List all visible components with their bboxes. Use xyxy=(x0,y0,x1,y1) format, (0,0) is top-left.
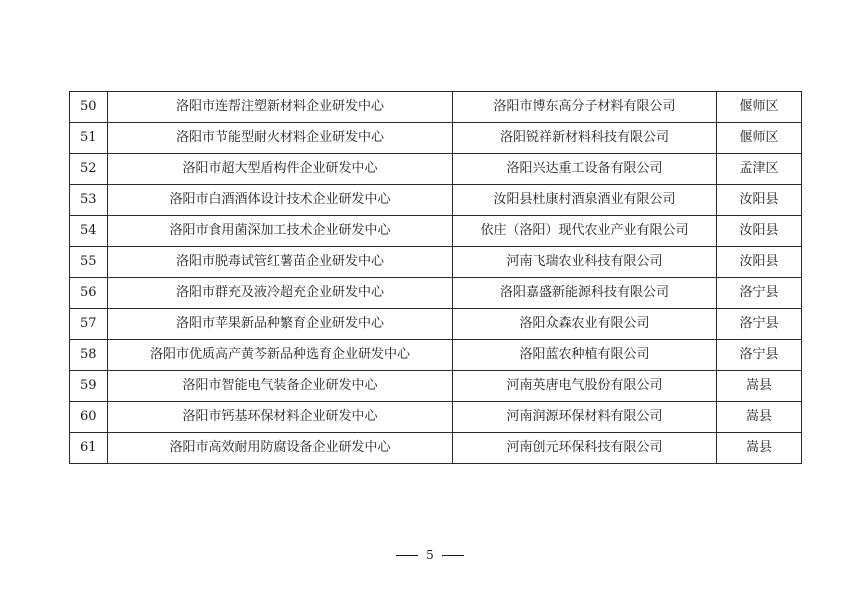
district-name: 嵩县 xyxy=(717,402,802,433)
district-name: 偃师区 xyxy=(717,123,802,154)
company-name: 洛阳市博东高分子材料有限公司 xyxy=(453,92,717,123)
table-row xyxy=(70,309,802,340)
company-name: 河南飞瑞农业科技有限公司 xyxy=(453,247,717,278)
rd-center-name: 洛阳市群充及液冷超充企业研发中心 xyxy=(108,278,453,309)
table-row xyxy=(70,340,802,371)
company-name: 河南润源环保材料有限公司 xyxy=(453,402,717,433)
company-name: 洛阳众森农业有限公司 xyxy=(453,309,717,340)
district-name: 偃师区 xyxy=(717,92,802,123)
table-row xyxy=(70,278,802,309)
company-name: 河南创元环保科技有限公司 xyxy=(453,433,717,464)
row-number: 59 xyxy=(70,371,108,402)
rd-center-name: 洛阳市苹果新品种繁育企业研发中心 xyxy=(108,309,453,340)
rd-center-name: 洛阳市食用菌深加工技术企业研发中心 xyxy=(108,216,453,247)
row-number: 54 xyxy=(70,216,108,247)
rd-center-name: 洛阳市白酒酒体设计技术企业研发中心 xyxy=(108,185,453,216)
row-number: 58 xyxy=(70,340,108,371)
district-name: 汝阳县 xyxy=(717,185,802,216)
rd-center-name: 洛阳市连帮注塑新材料企业研发中心 xyxy=(108,92,453,123)
rd-center-name: 洛阳市节能型耐火材料企业研发中心 xyxy=(108,123,453,154)
table-row xyxy=(70,92,802,123)
page-number: 5 xyxy=(426,548,434,562)
district-name: 洛宁县 xyxy=(717,278,802,309)
row-number: 50 xyxy=(70,92,108,123)
row-number: 57 xyxy=(70,309,108,340)
rd-center-name: 洛阳市超大型盾构件企业研发中心 xyxy=(108,154,453,185)
row-number: 56 xyxy=(70,278,108,309)
table-row xyxy=(70,402,802,433)
footer-dash-left xyxy=(396,555,418,556)
footer-dash-right xyxy=(442,555,464,556)
rd-center-table xyxy=(69,91,802,464)
company-name: 汝阳县杜康村酒泉酒业有限公司 xyxy=(453,185,717,216)
company-name: 依庄（洛阳）现代农业产业有限公司 xyxy=(453,216,717,247)
district-name: 汝阳县 xyxy=(717,247,802,278)
company-name: 洛阳嘉盛新能源科技有限公司 xyxy=(453,278,717,309)
table-row xyxy=(70,216,802,247)
district-name: 汝阳县 xyxy=(717,216,802,247)
rd-center-name: 洛阳市钙基环保材料企业研发中心 xyxy=(108,402,453,433)
rd-center-name: 洛阳市高效耐用防腐设备企业研发中心 xyxy=(108,433,453,464)
row-number: 61 xyxy=(70,433,108,464)
district-name: 嵩县 xyxy=(717,433,802,464)
district-name: 洛宁县 xyxy=(717,309,802,340)
company-name: 洛阳兴达重工设备有限公司 xyxy=(453,154,717,185)
table-row xyxy=(70,247,802,278)
district-name: 洛宁县 xyxy=(717,340,802,371)
row-number: 52 xyxy=(70,154,108,185)
company-name: 洛阳锐祥新材料科技有限公司 xyxy=(453,123,717,154)
row-number: 55 xyxy=(70,247,108,278)
table-body xyxy=(70,92,802,464)
rd-center-name: 洛阳市脱毒试管红薯苗企业研发中心 xyxy=(108,247,453,278)
district-name: 嵩县 xyxy=(717,371,802,402)
page-footer xyxy=(0,548,860,562)
company-name: 河南英唐电气股份有限公司 xyxy=(453,371,717,402)
row-number: 53 xyxy=(70,185,108,216)
row-number: 51 xyxy=(70,123,108,154)
district-name: 孟津区 xyxy=(717,154,802,185)
table-row xyxy=(70,154,802,185)
table-row xyxy=(70,123,802,154)
row-number: 60 xyxy=(70,402,108,433)
table-row xyxy=(70,433,802,464)
company-name: 洛阳蓝农种植有限公司 xyxy=(453,340,717,371)
table-row xyxy=(70,371,802,402)
rd-center-name: 洛阳市智能电气装备企业研发中心 xyxy=(108,371,453,402)
table-row xyxy=(70,185,802,216)
rd-center-name: 洛阳市优质高产黄芩新品种选育企业研发中心 xyxy=(108,340,453,371)
